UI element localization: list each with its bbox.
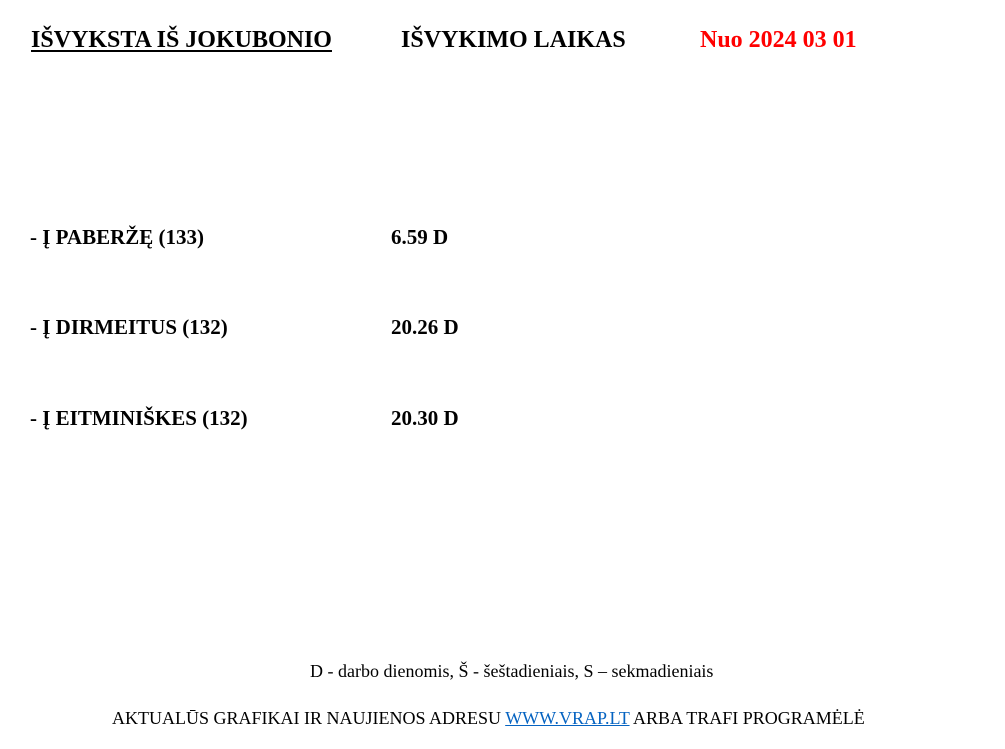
route-departure-time: 20.30 D [391,406,459,430]
route-row [0,223,1005,251]
day-legend: D - darbo dienomis, Š - šeštadieniais, S – sekmadieniais [310,661,714,681]
footer-prefix: AKTUALŪS GRAFIKAI IR NAUJIENOS ADRESU [112,708,506,728]
route-departure-time: 20.26 D [391,315,459,339]
route-row [0,404,1005,432]
valid-from-date: Nuo 2024 03 01 [700,27,857,53]
route-row [0,313,1005,341]
timetable-header [0,24,1005,56]
route-destination: - Į PABERŽĘ (133) [30,225,205,249]
footer-suffix: ARBA TRAFI PROGRAMĖLĖ [629,708,865,728]
website-link[interactable]: WWW.VRAP.LT [505,708,630,728]
route-destination: - Į DIRMEITUS (132) [30,315,228,339]
route-departure-time: 6.59 D [391,225,449,249]
footer-note [112,706,865,730]
page-title: IŠVYKSTA IŠ JOKUBONIO [31,27,332,53]
departure-time-heading: IŠVYKIMO LAIKAS [401,27,626,53]
route-destination: - Į EITMINIŠKES (132) [30,406,248,430]
